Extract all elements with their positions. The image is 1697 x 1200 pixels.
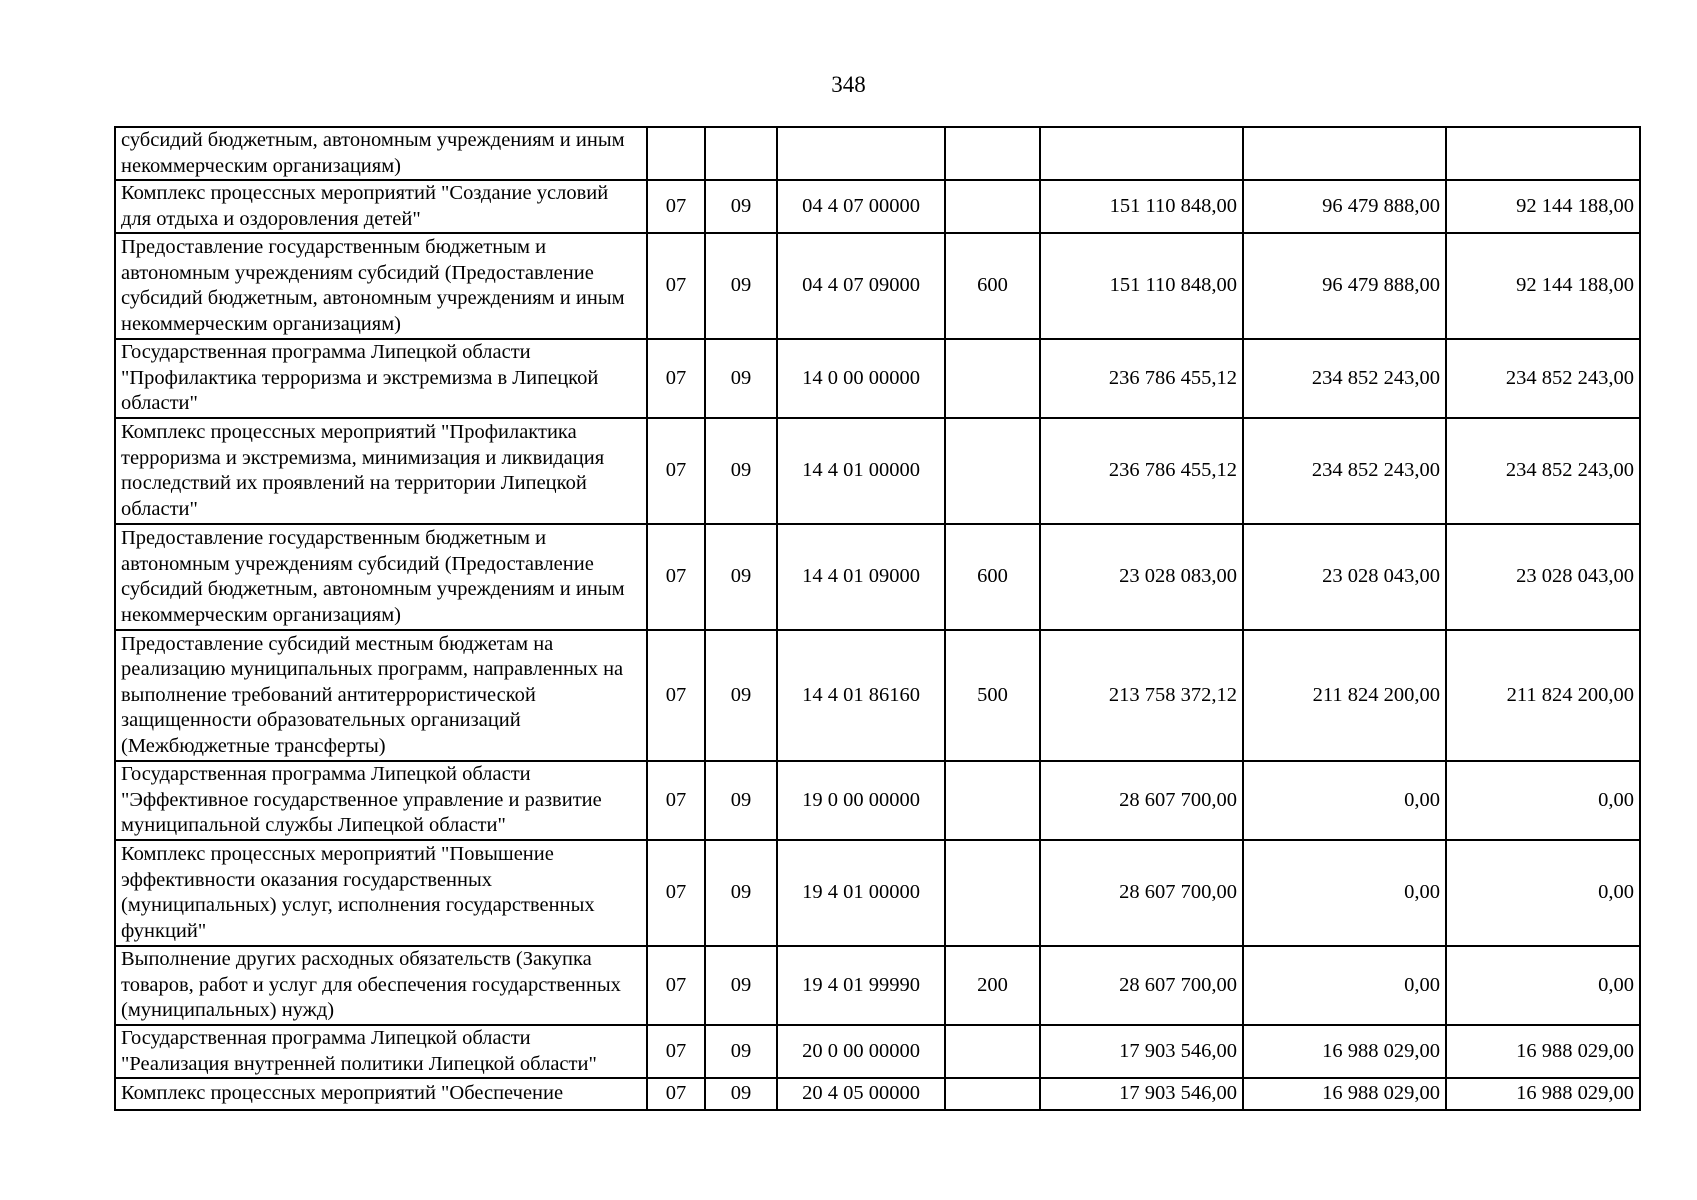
- amount-year-2: 0,00: [1243, 840, 1446, 946]
- amount-year-2: 16 988 029,00: [1243, 1025, 1446, 1078]
- table-row: [115, 630, 1640, 761]
- amount-year-2: 211 824 200,00: [1243, 630, 1446, 761]
- section-code: 07: [647, 840, 705, 946]
- amount-year-2: 96 479 888,00: [1243, 233, 1446, 339]
- amount-year-2: 0,00: [1243, 761, 1446, 840]
- row-name: Предоставление государственным бюджетным и автономным учреждениям субсидий (Предоставление субсидий бюджетным, автономным учреждениям и иным некоммерческим организациям): [115, 233, 647, 339]
- section-code: 07: [647, 630, 705, 761]
- target-article-code: 19 0 00 00000: [777, 761, 945, 840]
- subsection-code: 09: [705, 233, 777, 339]
- table-row: [115, 946, 1640, 1025]
- amount-year-2: 16 988 029,00: [1243, 1078, 1446, 1110]
- target-article-code: 14 4 01 00000: [777, 418, 945, 524]
- amount-year-2: 234 852 243,00: [1243, 418, 1446, 524]
- target-article-code: 20 0 00 00000: [777, 1025, 945, 1078]
- amount-year-2: 0,00: [1243, 946, 1446, 1025]
- subsection-code: 09: [705, 180, 777, 233]
- table-row: [115, 840, 1640, 946]
- expense-type-code: [945, 761, 1040, 840]
- subsection-code: 09: [705, 339, 777, 418]
- expense-type-code: [945, 180, 1040, 233]
- amount-year-3: 0,00: [1446, 840, 1640, 946]
- amount-year-1: 28 607 700,00: [1040, 840, 1243, 946]
- amount-year-3: 92 144 188,00: [1446, 180, 1640, 233]
- amount-year-2: [1243, 127, 1446, 180]
- expense-type-code: [945, 840, 1040, 946]
- subsection-code: 09: [705, 524, 777, 630]
- row-name: Комплекс процессных мероприятий "Повышение эффективности оказания государственных (муниципальных) услуг, исполнения государственных функций": [115, 840, 647, 946]
- amount-year-1: 28 607 700,00: [1040, 946, 1243, 1025]
- row-name: Комплекс процессных мероприятий "Обеспечение: [115, 1078, 647, 1110]
- amount-year-1: 236 786 455,12: [1040, 339, 1243, 418]
- row-name: субсидий бюджетным, автономным учреждениям и иным некоммерческим организациям): [115, 127, 647, 180]
- target-article-code: [777, 127, 945, 180]
- target-article-code: 14 4 01 09000: [777, 524, 945, 630]
- row-name: Комплекс процессных мероприятий "Профилактика терроризма и экстремизма, минимизация и ликвидация последствий их проявлений на территории Липецкой области": [115, 418, 647, 524]
- row-name: Государственная программа Липецкой области "Профилактика терроризма и экстремизма в Липецкой области": [115, 339, 647, 418]
- section-code: 07: [647, 761, 705, 840]
- budget-table: [114, 126, 1641, 1111]
- target-article-code: 14 0 00 00000: [777, 339, 945, 418]
- subsection-code: 09: [705, 418, 777, 524]
- table-row: [115, 1025, 1640, 1078]
- target-article-code: 04 4 07 00000: [777, 180, 945, 233]
- amount-year-3: 23 028 043,00: [1446, 524, 1640, 630]
- section-code: 07: [647, 418, 705, 524]
- amount-year-3: 234 852 243,00: [1446, 418, 1640, 524]
- target-article-code: 04 4 07 09000: [777, 233, 945, 339]
- expense-type-code: 200: [945, 946, 1040, 1025]
- table-row: [115, 339, 1640, 418]
- row-name: Выполнение других расходных обязательств (Закупка товаров, работ и услуг для обеспечения государственных (муниципальных) нужд): [115, 946, 647, 1025]
- amount-year-2: 234 852 243,00: [1243, 339, 1446, 418]
- amount-year-2: 23 028 043,00: [1243, 524, 1446, 630]
- row-name: Предоставление субсидий местным бюджетам на реализацию муниципальных программ, направленных на выполнение требований антитеррористической защищенности образовательных организаций (Межбюджетные трансферты): [115, 630, 647, 761]
- amount-year-1: 151 110 848,00: [1040, 233, 1243, 339]
- subsection-code: 09: [705, 946, 777, 1025]
- table-row: [115, 761, 1640, 840]
- section-code: 07: [647, 233, 705, 339]
- subsection-code: [705, 127, 777, 180]
- amount-year-2: 96 479 888,00: [1243, 180, 1446, 233]
- expense-type-code: [945, 418, 1040, 524]
- subsection-code: 09: [705, 840, 777, 946]
- amount-year-3: 16 988 029,00: [1446, 1025, 1640, 1078]
- amount-year-3: [1446, 127, 1640, 180]
- amount-year-1: [1040, 127, 1243, 180]
- section-code: [647, 127, 705, 180]
- target-article-code: 19 4 01 00000: [777, 840, 945, 946]
- amount-year-1: 23 028 083,00: [1040, 524, 1243, 630]
- subsection-code: 09: [705, 630, 777, 761]
- table-row: [115, 180, 1640, 233]
- expense-type-code: [945, 1078, 1040, 1110]
- amount-year-3: 0,00: [1446, 946, 1640, 1025]
- section-code: 07: [647, 339, 705, 418]
- section-code: 07: [647, 946, 705, 1025]
- subsection-code: 09: [705, 761, 777, 840]
- row-name: Государственная программа Липецкой области "Реализация внутренней политики Липецкой области": [115, 1025, 647, 1078]
- target-article-code: 20 4 05 00000: [777, 1078, 945, 1110]
- amount-year-1: 28 607 700,00: [1040, 761, 1243, 840]
- amount-year-1: 236 786 455,12: [1040, 418, 1243, 524]
- row-name: Предоставление государственным бюджетным и автономным учреждениям субсидий (Предоставление субсидий бюджетным, автономным учреждениям и иным некоммерческим организациям): [115, 524, 647, 630]
- table-row: [115, 127, 1640, 180]
- section-code: 07: [647, 524, 705, 630]
- amount-year-1: 213 758 372,12: [1040, 630, 1243, 761]
- expense-type-code: 500: [945, 630, 1040, 761]
- section-code: 07: [647, 1078, 705, 1110]
- amount-year-1: 151 110 848,00: [1040, 180, 1243, 233]
- amount-year-1: 17 903 546,00: [1040, 1078, 1243, 1110]
- amount-year-3: 234 852 243,00: [1446, 339, 1640, 418]
- section-code: 07: [647, 180, 705, 233]
- subsection-code: 09: [705, 1078, 777, 1110]
- subsection-code: 09: [705, 1025, 777, 1078]
- target-article-code: 19 4 01 99990: [777, 946, 945, 1025]
- expense-type-code: 600: [945, 524, 1040, 630]
- expense-type-code: [945, 1025, 1040, 1078]
- table-row: [115, 233, 1640, 339]
- amount-year-3: 211 824 200,00: [1446, 630, 1640, 761]
- table-row: [115, 1078, 1640, 1110]
- section-code: 07: [647, 1025, 705, 1078]
- expense-type-code: 600: [945, 233, 1040, 339]
- table-row: [115, 418, 1640, 524]
- expense-type-code: [945, 127, 1040, 180]
- page-number: 348: [831, 72, 866, 97]
- amount-year-1: 17 903 546,00: [1040, 1025, 1243, 1078]
- amount-year-3: 0,00: [1446, 761, 1640, 840]
- amount-year-3: 16 988 029,00: [1446, 1078, 1640, 1110]
- expense-type-code: [945, 339, 1040, 418]
- row-name: Комплекс процессных мероприятий "Создание условий для отдыха и оздоровления детей": [115, 180, 647, 233]
- amount-year-3: 92 144 188,00: [1446, 233, 1640, 339]
- target-article-code: 14 4 01 86160: [777, 630, 945, 761]
- table-row: [115, 524, 1640, 630]
- row-name: Государственная программа Липецкой области "Эффективное государственное управление и развитие муниципальной службы Липецкой области": [115, 761, 647, 840]
